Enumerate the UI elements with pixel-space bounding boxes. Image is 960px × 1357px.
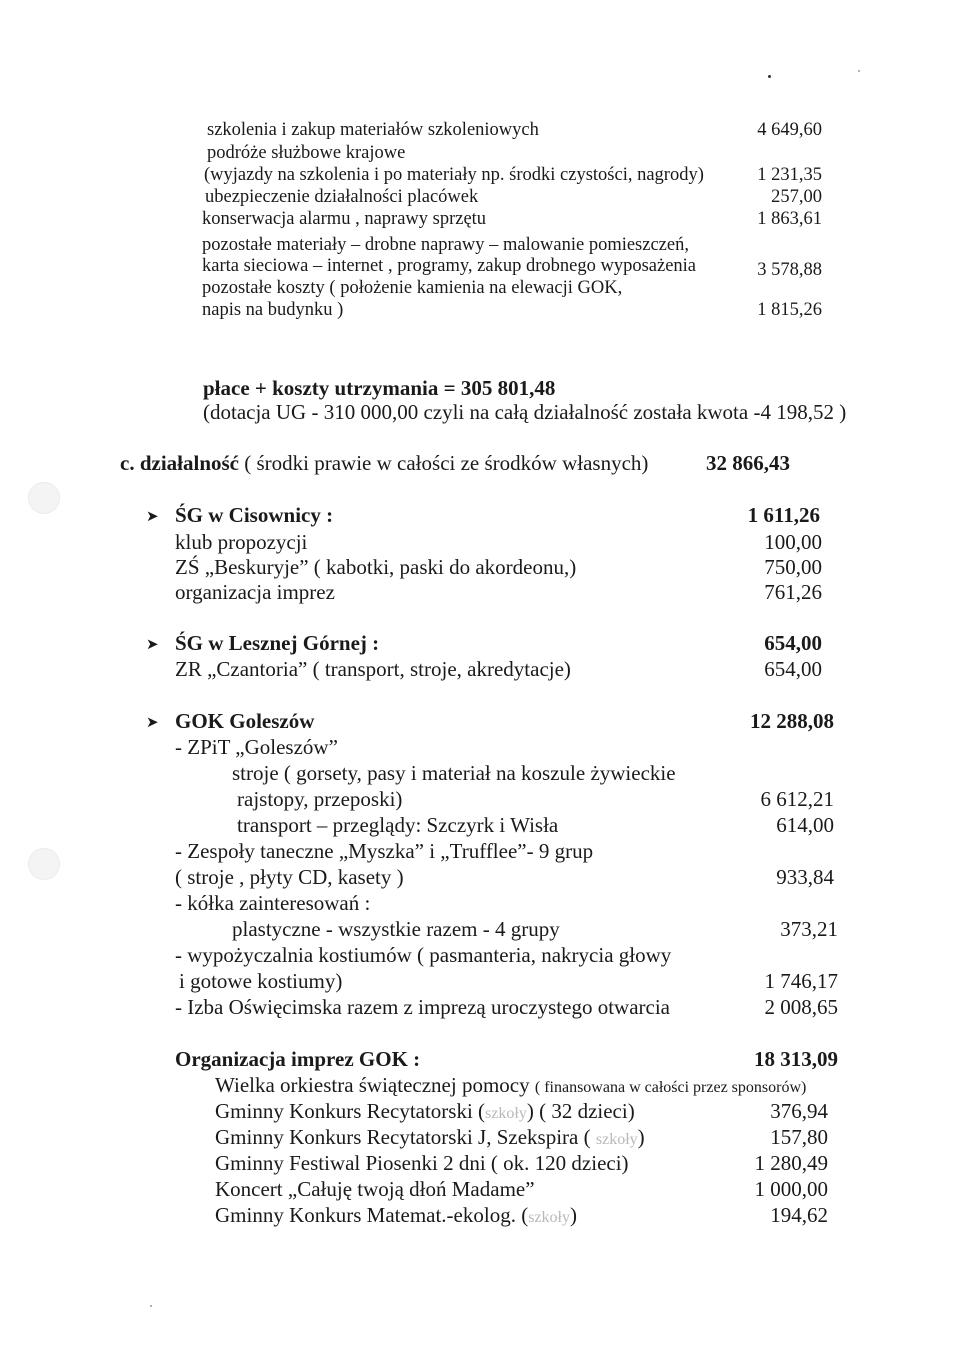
cost-item-text: podróże służbowe krajowe	[207, 143, 406, 163]
gok-zespoly-amount: 933,84	[776, 865, 834, 889]
sg-cisownica-item: ZŚ „Beskuryje” ( kabotki, paski do akordeonu,)	[175, 555, 577, 579]
gok-plastyczne-amount: 373,21	[780, 917, 838, 941]
organizacja-item	[215, 1127, 645, 1148]
sg-cisownica-total: 1 611,26	[747, 503, 820, 527]
organizacja-item	[215, 1205, 577, 1226]
organizacja-item-faint-note: szkoły	[595, 1131, 638, 1148]
organizacja-item-text: Gminny Festiwal Piosenki 2 dni ( ok. 120 dzieci)	[215, 1151, 629, 1175]
arrowhead-bullet-icon: ➤	[146, 509, 159, 525]
sg-cisownica-item: organizacja imprez	[175, 580, 335, 604]
salaries-costs-summary: płace + koszty utrzymania = 305 801,48	[203, 376, 556, 400]
gok-plastyczne: plastyczne - wszystkie razem - 4 grupy	[232, 917, 560, 941]
gok-zespoly-line: - Zespoły taneczne „Myszka” i „Trufflee”- 9 grup	[175, 839, 594, 863]
gok-wypozyczalnia-line: - wypożyczalnia kostiumów ( pasmanteria, nakrycia głowy	[175, 943, 672, 967]
sg-cisownica-title: ŚG w Cisownicy :	[175, 503, 334, 527]
sg-cisownica-amount: 100,00	[764, 530, 822, 554]
organizacja-item-text-tail: )	[637, 1125, 645, 1149]
gok-title: GOK Goleszów	[175, 709, 315, 733]
organizacja-item-text: Gminny Konkurs Recytatorski (	[215, 1099, 486, 1123]
scan-speck	[150, 1305, 152, 1307]
sg-leszna-amount: 654,00	[764, 657, 822, 681]
arrowhead-bullet-icon: ➤	[146, 715, 159, 731]
cost-item-amount: 257,00	[771, 187, 822, 207]
cost-item-text: ubezpieczenie działalności placówek	[205, 187, 479, 207]
organizacja-item-amount: 1 280,49	[754, 1151, 828, 1175]
organizacja-item	[215, 1101, 635, 1122]
organizacja-item-text-tail: )	[569, 1203, 577, 1227]
organizacja-item-amount: 157,80	[770, 1125, 828, 1149]
gok-stroje-line: stroje ( gorsety, pasy i materiał na koszule żywieckie	[232, 761, 676, 785]
cost-item-amount: 1 863,61	[757, 209, 822, 229]
gok-wypozyczalnia-line: i gotowe kostiumy)	[179, 969, 343, 993]
cost-item-text: szkolenia i zakup materiałów szkoleniowych	[207, 120, 539, 140]
organizacja-item-amount: 376,94	[770, 1099, 828, 1123]
cost-item-text: napis na budynku )	[202, 300, 344, 320]
gok-kolka-label: - kółka zainteresowań :	[175, 891, 371, 915]
organizacja-item	[215, 1153, 629, 1174]
gok-wypozyczalnia-amount: 1 746,17	[764, 969, 838, 993]
gok-zespoly-line: ( stroje , płyty CD, kasety )	[175, 865, 404, 889]
sg-leszna-title: ŚG w Lesznej Górnej :	[175, 631, 380, 655]
scan-speck	[768, 75, 771, 78]
punch-hole	[28, 848, 60, 880]
gok-transport: transport – przeglądy: Szczyrk i Wisła	[237, 813, 559, 837]
cost-item-amount: 1 231,35	[757, 165, 822, 185]
organizacja-title: Organizacja imprez GOK :	[175, 1047, 421, 1071]
organizacja-item-faint-note: szkoły	[485, 1105, 527, 1122]
cost-item-text: pozostałe materiały – drobne naprawy – malowanie pomieszczeń,	[202, 235, 689, 255]
organizacja-item-faint-note: szkoły	[528, 1209, 570, 1226]
sg-cisownica-amount: 750,00	[764, 555, 822, 579]
organizacja-item-amount: 1 000,00	[754, 1177, 828, 1201]
cost-item-amount: 4 649,60	[757, 120, 822, 140]
punch-hole	[28, 482, 60, 514]
arrowhead-bullet-icon: ➤	[146, 637, 159, 653]
sg-cisownica-item: klub propozycji	[175, 530, 308, 554]
section-c-total: 32 866,43	[706, 451, 790, 475]
organizacja-item-text-tail: ) ( 32 dzieci)	[526, 1099, 635, 1123]
gok-transport-amount: 614,00	[776, 813, 834, 837]
section-c-heading	[120, 453, 648, 474]
gok-stroje-amount: 6 612,21	[760, 787, 834, 811]
gok-stroje-line: rajstopy, przeposki)	[237, 787, 403, 811]
organizacja-item-text: Gminny Konkurs Recytatorski J, Szekspira (	[215, 1125, 596, 1149]
wosp-text: Wielka orkiestra świątecznej pomocy	[215, 1073, 530, 1097]
cost-item-amount: 3 578,88	[757, 260, 822, 280]
wosp-note: ( finansowana w całości przez sponsorów)	[534, 1079, 807, 1096]
gok-total: 12 288,08	[750, 709, 834, 733]
organizacja-item-text: Gminny Konkurs Matemat.-ekolog. (	[215, 1203, 529, 1227]
organizacja-item	[215, 1179, 535, 1200]
cost-item-amount: 1 815,26	[757, 300, 822, 320]
gok-izba: - Izba Oświęcimska razem z imprezą uroczystego otwarcia	[175, 995, 671, 1019]
sg-cisownica-amount: 761,26	[764, 580, 822, 604]
sg-leszna-item: ZR „Czantoria” ( transport, stroje, akredytacje)	[175, 657, 571, 681]
cost-item-text: karta sieciowa – internet , programy, zakup drobnego wyposażenia	[202, 256, 697, 276]
scan-speck	[858, 70, 860, 72]
subsidy-note: (dotacja UG - 310 000,00 czyli na całą działalność została kwota -4 198,52 )	[203, 400, 847, 424]
organizacja-item-text: Koncert „Całuję twoją dłoń Madame”	[215, 1177, 535, 1201]
cost-item-text: pozostałe koszty ( położenie kamienia na elewacji GOK,	[202, 278, 623, 298]
section-c-heading-label: c. działalność	[120, 451, 239, 475]
cost-item-text: (wyjazdy na szkolenia i po materiały np. środki czystości, nagrody)	[204, 165, 704, 185]
gok-izba-amount: 2 008,65	[764, 995, 838, 1019]
sg-leszna-total: 654,00	[764, 631, 822, 655]
organizacja-item-amount: 194,62	[770, 1203, 828, 1227]
wosp-line	[215, 1075, 806, 1096]
organizacja-total: 18 313,09	[754, 1047, 838, 1071]
section-c-heading-rest: ( środki prawie w całości ze środków własnych)	[239, 451, 649, 475]
gok-zpit-label: - ZPiT „Goleszów”	[175, 735, 338, 759]
cost-item-text: konserwacja alarmu , naprawy sprzętu	[202, 209, 487, 229]
